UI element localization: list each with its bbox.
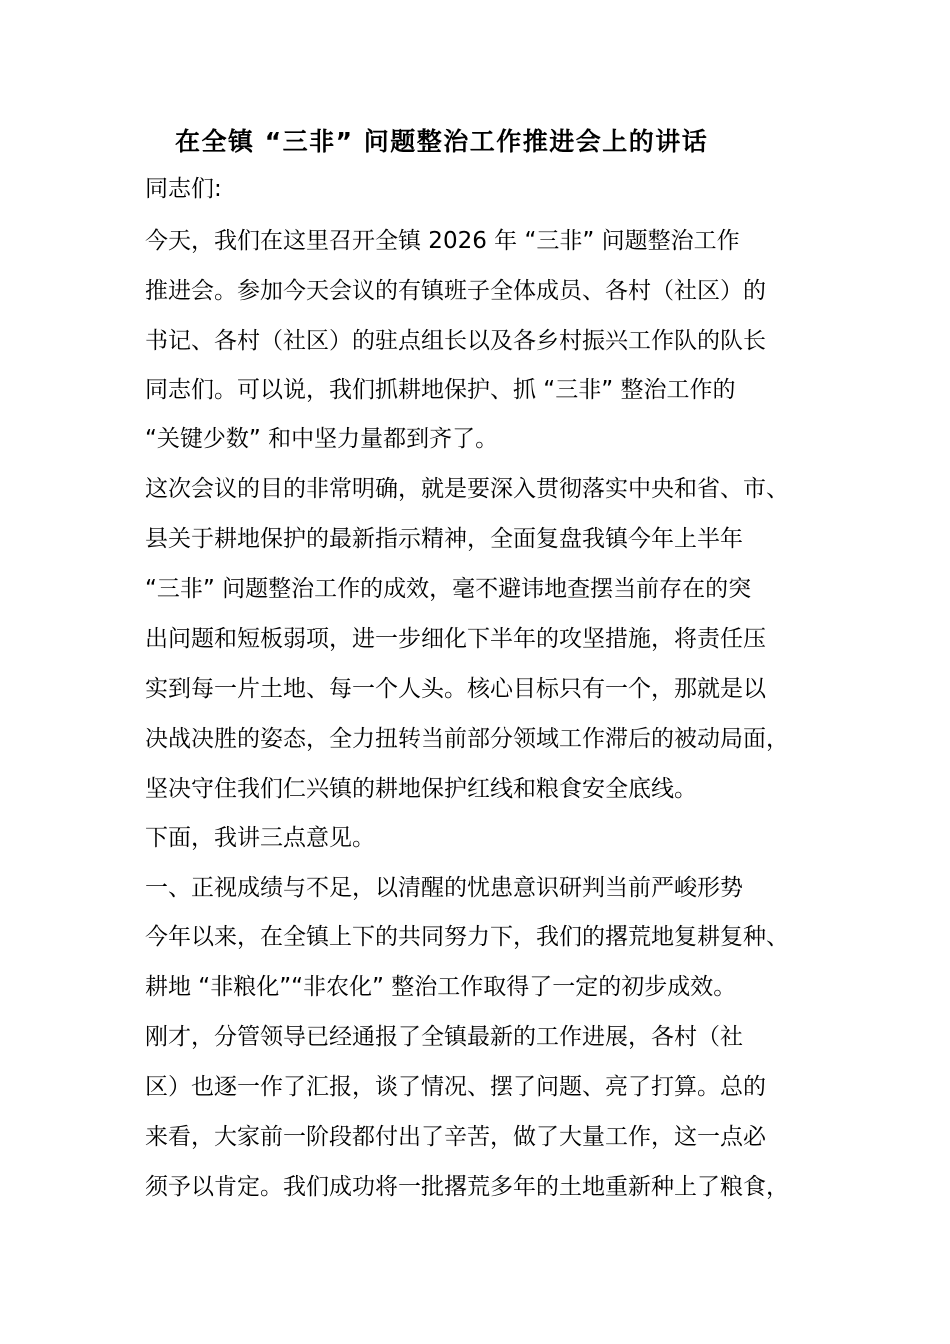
body-line: 决战决胜的姿态，全力扭转当前部分领域工作滞后的被动局面， (145, 726, 789, 752)
body-line: 来看，大家前一阶段都付出了辛苦，做了大量工作，这一点必 (145, 1124, 766, 1150)
body-line: 耕地 “非粮化”“非农化” 整治工作取得了一定的初步成效。 (145, 974, 737, 1000)
body-line: 坚决守住我们仁兴镇的耕地保护红线和粮食安全底线。 (145, 776, 697, 802)
body-line: 须予以肯定。我们成功将一批撂荒多年的土地重新种上了粮食， (145, 1174, 789, 1200)
body-line: 今天，我们在这里召开全镇 2026 年 “三非” 问题整治工作 (145, 228, 740, 254)
body-line: 下面，我讲三点意见。 (145, 825, 375, 851)
document-title: 在全镇 “三非” 问题整治工作推进会上的讲话 (175, 127, 709, 156)
body-line: “三非” 问题整治工作的成效，毫不避讳地查摆当前存在的突 (145, 576, 752, 602)
body-line: “关键少数” 和中坚力量都到齐了。 (145, 426, 499, 452)
body-line: 区）也逐一作了汇报，谈了情况、摆了问题、亮了打算。总的 (145, 1074, 766, 1100)
body-line: 推进会。参加今天会议的有镇班子全体成员、各村（社区）的 (145, 278, 766, 304)
body-line: 今年以来，在全镇上下的共同努力下，我们的撂荒地复耕复种、 (145, 924, 789, 950)
greeting-line: 同志们: (145, 176, 222, 202)
body-line: 这次会议的目的非常明确，就是要深入贯彻落实中央和省、市、 (145, 476, 789, 502)
body-line: 同志们。可以说，我们抓耕地保护、抓 “三非” 整治工作的 (145, 377, 736, 403)
section-heading: 一、正视成绩与不足，以清醒的忧患意识研判当前严峻形势 (145, 875, 743, 901)
body-line: 出问题和短板弱项，进一步细化下半年的攻坚措施，将责任压 (145, 626, 766, 652)
body-line: 实到每一片土地、每一个人头。核心目标只有一个，那就是以 (145, 676, 766, 702)
body-line: 县关于耕地保护的最新指示精神，全面复盘我镇今年上半年 (145, 526, 743, 552)
body-line: 刚才，分管领导已经通报了全镇最新的工作进展，各村（社 (145, 1024, 743, 1050)
body-line: 书记、各村（社区）的驻点组长以及各乡村振兴工作队的队长 (145, 328, 766, 354)
